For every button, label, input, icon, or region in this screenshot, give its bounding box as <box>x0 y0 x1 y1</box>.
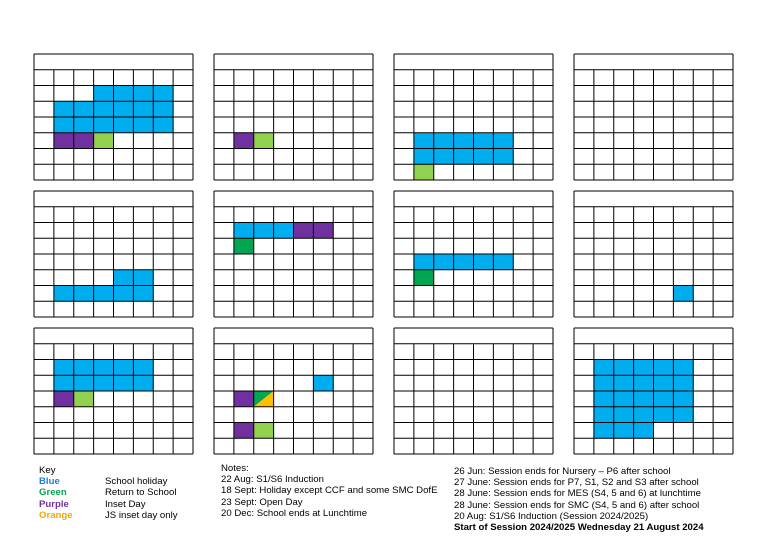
day-cell-blue <box>153 86 173 102</box>
day-cell-green <box>74 391 94 407</box>
month-grid <box>34 191 193 317</box>
day-cell-blue <box>493 133 513 149</box>
notes-title: Notes: <box>221 463 249 474</box>
day-cell-blue <box>153 101 173 117</box>
day-cell-blue <box>594 407 614 423</box>
month-calendar <box>214 191 373 317</box>
month-grid <box>394 328 553 454</box>
day-cell-blue <box>634 360 654 376</box>
day-cell-blue <box>54 101 74 117</box>
day-cell-blue <box>54 375 74 391</box>
day-cell-blue <box>594 423 614 439</box>
day-cell-blue <box>54 286 74 302</box>
day-cell-purple <box>74 133 94 149</box>
day-cell-blue <box>114 270 134 286</box>
key-purple-desc: Inset Day <box>105 498 146 510</box>
session-start: Start of Session 2024/2025 Wednesday 21 August 2024 <box>454 521 704 533</box>
day-cell-purple <box>234 423 254 439</box>
day-cell-blue <box>114 117 134 133</box>
grid-lines <box>394 191 553 317</box>
day-cell-blue <box>94 117 114 133</box>
month-grid <box>394 191 553 317</box>
day-cell-blue <box>434 254 454 270</box>
day-cell-blue <box>94 375 114 391</box>
day-cell-blue <box>634 423 654 439</box>
month-grid <box>574 54 733 180</box>
day-cell-blue <box>673 286 693 302</box>
day-cell-blue <box>133 101 153 117</box>
day-cell-green <box>254 423 274 439</box>
month-calendar <box>574 191 733 317</box>
month-calendar <box>214 328 373 454</box>
grid-lines <box>214 54 373 180</box>
month-calendar <box>394 328 553 454</box>
day-cell-blue <box>114 286 134 302</box>
day-cell-blue <box>634 391 654 407</box>
grid-lines <box>214 191 373 317</box>
day-cell-blue <box>74 375 94 391</box>
day-cell-blue <box>414 133 434 149</box>
day-cell-green <box>94 133 114 149</box>
month-calendar <box>574 54 733 180</box>
day-cell-purple <box>313 223 333 239</box>
day-cell-blue <box>133 117 153 133</box>
key-descriptions <box>105 476 178 521</box>
day-cell-blue <box>254 223 274 239</box>
day-cell-blue <box>634 407 654 423</box>
day-cell-blue <box>454 149 474 165</box>
day-cell-blue <box>673 407 693 423</box>
month-grid <box>34 54 193 180</box>
session-line: 28 June: Session ends for SMC (S4, 5 and 6) after school <box>454 499 700 511</box>
day-cell-purple <box>54 133 74 149</box>
day-cell-blue <box>74 286 94 302</box>
day-cell-blue <box>673 375 693 391</box>
day-cell-blue <box>673 360 693 376</box>
key-green-desc: Return to School <box>105 487 177 499</box>
day-cell-purple <box>234 133 254 149</box>
session-line: 28 June: Session ends for MES (S4, 5 and 6) at lunchtime <box>454 488 701 500</box>
month-calendar <box>574 328 733 454</box>
key-purple-label: Purple <box>39 498 69 510</box>
day-cell-blue <box>594 360 614 376</box>
month-grid <box>394 54 553 180</box>
note-line: 18 Sept: Holiday except CCF and some SMC DofE <box>221 485 438 497</box>
key-green-label: Green <box>39 487 67 499</box>
key-title: Key <box>39 465 56 476</box>
month-calendar <box>34 54 193 180</box>
day-cell-purple <box>294 223 314 239</box>
day-cell-blue <box>133 360 153 376</box>
key-orange-label: Orange <box>39 509 73 521</box>
day-cell-green <box>414 164 434 180</box>
grid-lines <box>394 328 553 454</box>
grid-lines <box>574 54 733 180</box>
day-cell-blue <box>414 149 434 165</box>
month-grid <box>574 328 733 454</box>
day-cell-blue <box>673 391 693 407</box>
day-cell-blue <box>94 286 114 302</box>
day-cell-blue <box>594 391 614 407</box>
month-grid <box>214 328 373 454</box>
day-cell-blue <box>153 117 173 133</box>
day-cell-blue <box>654 375 674 391</box>
day-cell-blue <box>414 254 434 270</box>
note-line: 20 Dec: School ends at Lunchtime <box>221 507 368 519</box>
grid-lines <box>574 191 733 317</box>
month-calendar <box>214 54 373 180</box>
day-cell-blue <box>114 375 134 391</box>
day-cell-darkgreen <box>414 270 434 286</box>
notes-block <box>221 463 438 519</box>
day-cell-blue <box>133 286 153 302</box>
day-cell-blue <box>434 149 454 165</box>
month-calendar <box>34 191 193 317</box>
day-cell-blue <box>94 86 114 102</box>
day-cell-blue <box>54 360 74 376</box>
day-cell-blue <box>493 149 513 165</box>
key-blue-label: Blue <box>39 476 60 488</box>
day-cell-blue <box>614 375 634 391</box>
day-cell-blue <box>133 86 153 102</box>
day-cell-blue <box>74 101 94 117</box>
month-calendar <box>394 54 553 180</box>
month-grid <box>574 191 733 317</box>
day-cell-blue <box>234 223 254 239</box>
month-calendar <box>394 191 553 317</box>
day-cell-blue <box>654 407 674 423</box>
day-cell-blue <box>474 133 494 149</box>
session-line: 26 Jun: Session ends for Nursery – P6 after school <box>454 466 671 477</box>
note-line: 22 Aug: S1/S6 Induction <box>221 474 324 486</box>
session-line: 27 June: Session ends for P7, S1, S2 and S3 after school <box>454 477 699 489</box>
day-cell-blue <box>474 149 494 165</box>
grid-lines <box>34 54 193 180</box>
day-cell-blue <box>454 133 474 149</box>
month-grid <box>214 54 373 180</box>
note-line: 23 Sept: Open Day <box>221 496 303 508</box>
day-cell-blue <box>74 360 94 376</box>
grid-lines <box>34 328 193 454</box>
day-cell-purple <box>54 391 74 407</box>
day-cell-blue <box>114 86 134 102</box>
day-cell-blue <box>434 133 454 149</box>
key-blue-desc: School holiday <box>105 476 168 488</box>
day-cell-blue <box>54 117 74 133</box>
day-cell-blue <box>274 223 294 239</box>
day-cell-blue <box>614 360 634 376</box>
day-cell-blue <box>654 360 674 376</box>
day-cell-blue <box>94 360 114 376</box>
key-legend <box>39 465 73 521</box>
session-line: 20 Aug: S1/S6 Induction (Session 2024/2025) <box>454 510 649 522</box>
day-cell-blue <box>94 101 114 117</box>
day-cell-blue <box>133 375 153 391</box>
day-cell-blue <box>654 391 674 407</box>
day-cell-blue <box>474 254 494 270</box>
day-cell-blue <box>594 375 614 391</box>
month-calendar <box>34 328 193 454</box>
day-cell-green <box>254 133 274 149</box>
day-cell-blue <box>114 360 134 376</box>
day-cell-blue <box>133 270 153 286</box>
day-cell-blue <box>634 375 654 391</box>
day-cell-blue <box>313 375 333 391</box>
month-grid <box>34 328 193 454</box>
session-block <box>454 466 704 533</box>
day-cell-darkgreen <box>234 238 254 254</box>
day-cell-blue <box>493 254 513 270</box>
day-cell-blue <box>614 391 634 407</box>
day-cell-purple <box>234 391 254 407</box>
day-cell-blue <box>614 407 634 423</box>
day-cell-blue <box>454 254 474 270</box>
day-cell-blue <box>614 423 634 439</box>
month-grid <box>214 191 373 317</box>
day-cell-blue <box>114 101 134 117</box>
key-orange-desc: JS inset day only <box>105 509 178 521</box>
day-cell-blue <box>74 117 94 133</box>
